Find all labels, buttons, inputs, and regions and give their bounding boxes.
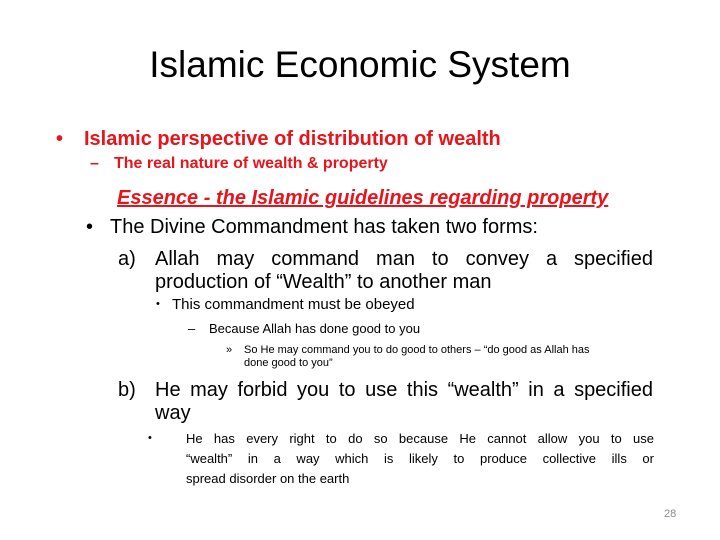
slide-title: Islamic Economic System: [149, 44, 571, 85]
bullet-heading-1: •: [56, 128, 64, 150]
item-b-sub-line-2: “wealth” in a way which is likely to produce collective ills or: [186, 451, 654, 466]
heading-distribution-of-wealth: Islamic perspective of distribution of wealth: [84, 128, 501, 150]
dash-heading-2: –: [90, 155, 99, 172]
item-b-label: b): [118, 379, 136, 401]
item-b-line-2: way: [155, 402, 191, 424]
heading-real-nature-of-wealth: The real nature of wealth & property: [114, 155, 388, 172]
item-a-label: a): [118, 248, 136, 270]
item-a-sub-bullet: •: [156, 298, 160, 310]
item-a-subsub-text: Because Allah has done good to you: [209, 321, 421, 336]
item-b-sub-bullet: •: [148, 432, 152, 444]
item-b-line-1: He may forbid you to use this “wealth” in a specified: [155, 379, 653, 401]
item-a-detail-line-1: So He may command you to do good to others – “do good as Allah has: [244, 344, 590, 356]
divine-commandment-text: The Divine Commandment has taken two forms:: [110, 216, 538, 238]
page-number: 28: [664, 508, 677, 520]
item-a-detail-line-2: done good to you”: [244, 357, 333, 369]
bullet-divine: •: [86, 216, 94, 238]
item-b-sub-line-1: He has every right to do so because He cannot allow you to use: [186, 431, 654, 446]
item-a-subsub-dash: –: [188, 321, 196, 336]
essence-heading: Essence - the Islamic guidelines regarding property: [117, 187, 609, 209]
item-a-line-1: Allah may command man to convey a specified: [155, 248, 653, 270]
item-b-sub-line-3: spread disorder on the earth: [186, 471, 350, 486]
item-a-line-2: production of “Wealth” to another man: [155, 271, 492, 293]
item-a-detail-mark: »: [226, 344, 233, 356]
item-a-sub-text: This commandment must be obeyed: [172, 296, 415, 313]
